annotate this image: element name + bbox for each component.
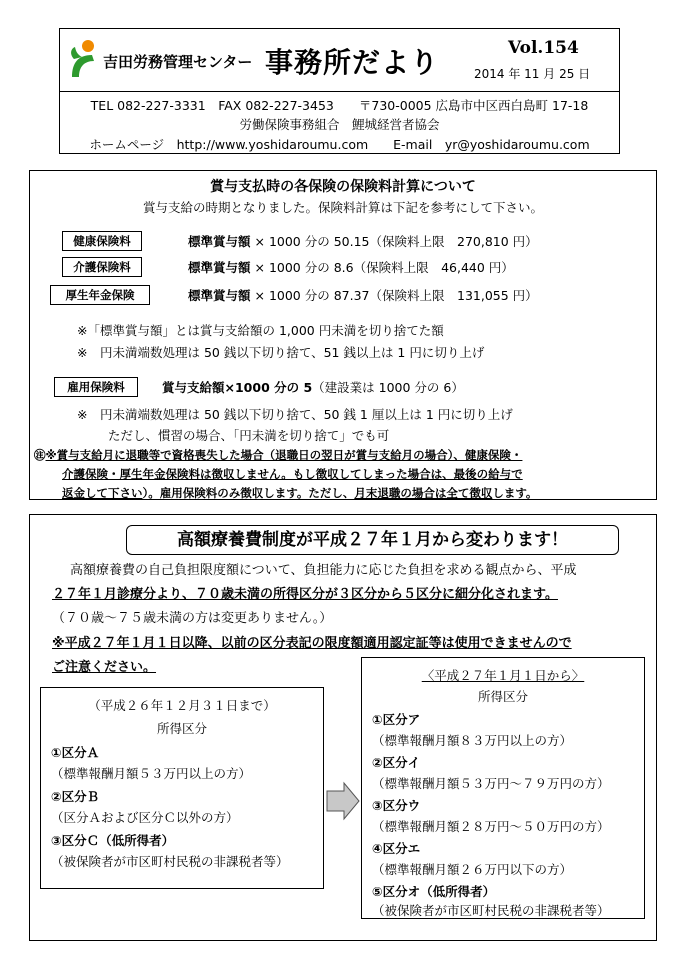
caution-mark: ㊟: [34, 448, 46, 462]
pension-insurance-row: [188, 286, 538, 304]
pension-base: 標準賞与額: [188, 288, 251, 303]
employment-construction: （建設業は 1000 分の 6）: [312, 380, 464, 395]
warning-month-end: 月末退職の場合は全て徴収: [354, 486, 493, 500]
pension-formula: × 1000 分の 87.37: [254, 288, 370, 303]
note-standard-bonus: ※「標準賞与額」とは賞与支給額の 1,000 円未満を切り捨てた額: [77, 323, 444, 338]
newsletter-title: 事務所だより: [265, 46, 440, 79]
new-category-e: ④区分エ: [372, 841, 421, 856]
note-custom: ただし、慣習の場合、「円未満を切り捨て」でも可: [108, 428, 390, 443]
old-category-a: ①区分Ａ: [51, 745, 100, 760]
old-heading: 所得区分: [156, 721, 207, 736]
new-heading: 所得区分: [477, 689, 528, 704]
new-category-a-desc: （標準報酬月額８３万円以上の方）: [372, 733, 573, 748]
care-limit: （保険料上限 46,440 円）: [353, 260, 514, 275]
medical-cost-section: [29, 514, 657, 941]
health-insurance-label: 健康保険料: [62, 231, 142, 251]
new-category-i-desc: （標準報酬月額５３万円～７９万円の方）: [372, 776, 610, 791]
warning-line-1: [34, 447, 522, 463]
bonus-intro: 賞与支給の時期となりました。保険料計算は下記を参考にして下さい。: [142, 200, 543, 215]
note-rounding-1: ※ 円未満端数処理は 50 銭以下切り捨て、51 銭以上は 1 円に切り上げ: [77, 345, 485, 360]
arrow-right-icon: [326, 781, 360, 821]
contact-address: TEL 082-227-3331 FAX 082-227-3453 〒730-0005 広島市中区西白島町 17-18: [90, 98, 589, 113]
old-category-b-desc: （区分Ａおよび区分Ｃ以外の方）: [51, 810, 239, 825]
new-category-o: ⑤区分オ（低所得者）: [372, 884, 496, 899]
warning-line-3: [62, 485, 537, 501]
care-base: 標準賞与額: [188, 260, 251, 275]
old-category-b: ②区分Ｂ: [51, 789, 100, 804]
employment-insurance-label: 雇用保険料: [54, 377, 138, 397]
volume-number: Vol.154: [508, 38, 579, 58]
contact-web: ホームページ http://www.yoshidaroumu.com E-mail yr@yoshidaroumu.com: [89, 137, 590, 152]
old-category-c: ③区分Ｃ（低所得者）: [51, 833, 175, 848]
bonus-insurance-section: [29, 170, 657, 500]
warning-text-1: ※賞与支給月に退職等で資格喪失した場合（退職日の翌日が賞与支給月の場合）、健康保険・: [45, 448, 523, 462]
employment-formula: 賞与支給額×1000 分の 5: [162, 380, 313, 395]
new-period: 〈平成２７年１月１日から〉: [421, 668, 585, 683]
health-base: 標準賞与額: [188, 234, 251, 249]
bonus-section-title: 賞与支払時の各保険の保険料計算について: [210, 179, 476, 195]
company-logo-icon: [68, 39, 98, 79]
new-category-a: ①区分ア: [372, 712, 421, 727]
note-rounding-2: ※ 円未満端数処理は 50 銭以下切り捨て、50 銭 1 厘以上は 1 円に切り上げ: [77, 407, 513, 422]
medical-section-title: 高額療養費制度が平成２７年１月から変わります！: [126, 525, 619, 555]
company-name: 吉田労務管理センター: [103, 53, 253, 71]
warning-line-2: 介護保険・厚生年金保険料は徴収しません。もし徴収してしまった場合は、最後の給与で: [62, 467, 523, 481]
issue-date: 2014 年 11 月 25 日: [474, 67, 591, 81]
medical-paragraph-1: 高額療養費の自己負担限度額について、負担能力に応じた負担を求める観点から、平成: [70, 563, 577, 578]
old-category-c-desc: （被保険者が市区町村民税の非課税者等）: [51, 854, 289, 869]
newsletter-header: [59, 28, 620, 154]
employment-insurance-row: [162, 378, 464, 396]
warning-end: します。: [492, 486, 538, 500]
care-formula: × 1000 分の 8.6: [254, 260, 354, 275]
new-category-o-desc: （被保険者が市区町村民税の非課税者等）: [372, 903, 610, 918]
header-title-row: [60, 29, 619, 92]
warning-employment-only: ）。雇用保険料のみ徴収します。ただし、: [142, 486, 355, 500]
medical-paragraph-3: （７０歳～７５歳未満の方は変更ありません。）: [52, 611, 333, 626]
health-insurance-row: [188, 232, 538, 250]
pension-limit: （保険料上限 131,055 円）: [369, 288, 538, 303]
pension-insurance-label: 厚生年金保険: [50, 285, 150, 305]
health-limit: （保険料上限 270,810 円）: [369, 234, 538, 249]
new-category-i: ②区分イ: [372, 755, 421, 770]
health-formula: × 1000 分の 50.15: [254, 234, 370, 249]
old-category-a-desc: （標準報酬月額５３万円以上の方）: [51, 766, 252, 781]
new-category-u: ③区分ウ: [372, 798, 421, 813]
new-income-category-box: [361, 657, 645, 919]
medical-warning-1: ※平成２７年１月１日以降、以前の区分表記の限度額適用認定証等は使用できませんので: [52, 636, 572, 651]
medical-warning-2: ご注意ください。: [52, 660, 157, 675]
contact-association: 労働保険事務組合 鯉城経営者協会: [239, 117, 440, 132]
new-category-u-desc: （標準報酬月額２８万円～５０万円の方）: [372, 819, 610, 834]
new-category-e-desc: （標準報酬月額２６万円以下の方）: [372, 862, 573, 877]
warning-refund: 返金して下さい: [62, 486, 143, 500]
medical-paragraph-2: ２７年１月診療分より、７０歳未満の所得区分が３区分から５区分に細分化されます。: [52, 587, 558, 602]
care-insurance-label: 介護保険料: [62, 257, 142, 277]
care-insurance-row: [188, 258, 514, 276]
old-income-category-box: [40, 687, 324, 889]
old-period: （平成２６年１２月３１日まで）: [88, 698, 276, 713]
